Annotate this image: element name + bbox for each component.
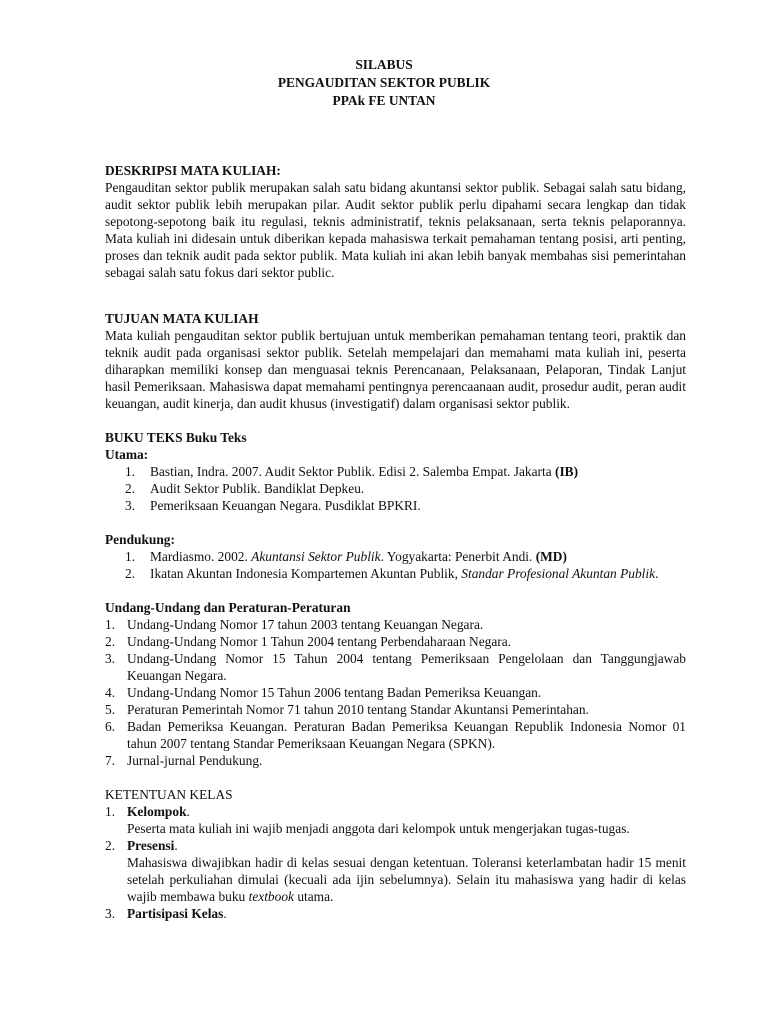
section-undang-undang — [105, 599, 686, 769]
list-undang-undang — [105, 616, 686, 769]
title-line-1: SILABUS — [355, 57, 413, 72]
list-item: 2. Audit Sektor Publik. Bandiklat Depkeu. — [125, 481, 365, 496]
section-deskripsi — [105, 162, 686, 281]
list-item: 3. Pemeriksaan Keuangan Negara. Pusdiklat BPKRI. — [125, 498, 421, 513]
list-item: 1. Bastian, Indra. 2007. Audit Sektor Publik. Edisi 2. Salemba Empat. Jakarta (IB) — [125, 464, 579, 479]
list-item: 6. Badan Pemeriksa Keuangan. Peraturan Badan Pemeriksa Keuangan Republik Indonesia Nomor 01 tahun 2007 tentang Standar Pemeriksaan Keuangan Negara (SPKN). — [105, 719, 686, 751]
list-item: 1. Kelompok. Peserta mata kuliah ini wajib menjadi anggota dari kelompok untuk mengerjakan tugas-tugas. — [105, 804, 630, 836]
subheading-utama: Utama: — [105, 447, 149, 462]
list-item: 4. Undang-Undang Nomor 15 Tahun 2006 tentang Badan Pemeriksa Keuangan. — [105, 685, 542, 700]
section-heading: DESKRIPSI MATA KULIAH: — [105, 163, 281, 178]
list-item: 3. Partisipasi Kelas. — [105, 906, 227, 921]
document-body — [105, 162, 686, 922]
document-title — [0, 56, 768, 110]
list-ketentuan — [105, 803, 686, 922]
title-line-2: PENGAUDITAN SEKTOR PUBLIK — [277, 75, 491, 90]
list-pendukung — [105, 548, 686, 582]
list-item: 3. Undang-Undang Nomor 15 Tahun 2004 tentang Pemeriksaan Pengelolaan dan Tanggungjawab Keuangan Negara. — [105, 651, 686, 683]
section-paragraph: Mata kuliah pengauditan sektor publik bertujuan untuk memberikan pemahaman tentang teori, praktik dan teknik audit pada organisasi sektor publik. Setelah mempelajari dan memahami mata kuliah ini, peserta diharapkan memiliki konsep dan menguasai teknis Perencanaan, Pelaksanaan, Pelaporan, Tindak Lanjut hasil Pemeriksaan. Mahasiswa dapat memahami pentingnya perencaanaan audit, prosedur audit, peran audit keuangan, audit kinerja, dan audit khusus (investigatif) dalam organisasi sektor publik. — [105, 328, 686, 411]
list-item: 7. Jurnal-jurnal Pendukung. — [105, 753, 263, 768]
list-item: 1. Undang-Undang Nomor 17 tahun 2003 tentang Keuangan Negara. — [105, 617, 484, 632]
list-item: 5. Peraturan Pemerintah Nomor 71 tahun 2010 tentang Standar Akuntansi Pemerintahan. — [105, 702, 589, 717]
section-ketentuan-kelas — [105, 786, 686, 922]
list-item: 2. Presensi. Mahasiswa diwajibkan hadir di kelas sesuai dengan ketentuan. Toleransi keterlambatan hadir 15 menit setelah perkuliahan dimulai (kecuali ada ijin sebelumnya). Selain itu mahasiswa yang hadir di kelas wajib membawa buku textbook utama. — [105, 838, 686, 904]
list-utama — [105, 463, 686, 514]
section-tujuan — [105, 310, 686, 412]
section-paragraph: Pengauditan sektor publik merupakan salah satu bidang akuntansi sektor publik. Sebagai salah satu bidang, audit sektor publik lebih merupakan pilar. Audit sektor publik perlu dipahami secara lengkap dan tidak sepotong-sepotong baik itu regulasi, teknis administratif, teknis pelaksanaan, serta teknis pelaporannya. Mata kuliah ini didesain untuk diberikan kepada mahasiswa terkait pemahaman tentang posisi, arti penting, proses dan teknik audit pada sektor publik. Mata kuliah ini akan lebih banyak membahas sisi pemerintahan sebagai salah satu fokus dari sektor public. — [105, 180, 686, 280]
list-item: 2. Undang-Undang Nomor 1 Tahun 2004 tentang Perbendaharaan Negara. — [105, 634, 512, 649]
section-heading: TUJUAN MATA KULIAH — [105, 311, 259, 326]
section-buku-teks — [105, 429, 686, 582]
list-item: 1. Mardiasmo. 2002. Akuntansi Sektor Publik. Yogyakarta: Penerbit Andi. (MD) — [125, 549, 567, 564]
title-line-3: PPAk FE UNTAN — [332, 93, 436, 108]
section-heading: Undang-Undang dan Peraturan-Peraturan — [105, 600, 351, 615]
section-heading: BUKU TEKS Buku Teks — [105, 430, 247, 445]
subheading-pendukung: Pendukung: — [105, 532, 175, 547]
section-heading: KETENTUAN KELAS — [105, 787, 233, 802]
list-item: 2. Ikatan Akuntan Indonesia Kompartemen Akuntan Publik, Standar Profesional Akuntan Publik. — [125, 566, 659, 581]
